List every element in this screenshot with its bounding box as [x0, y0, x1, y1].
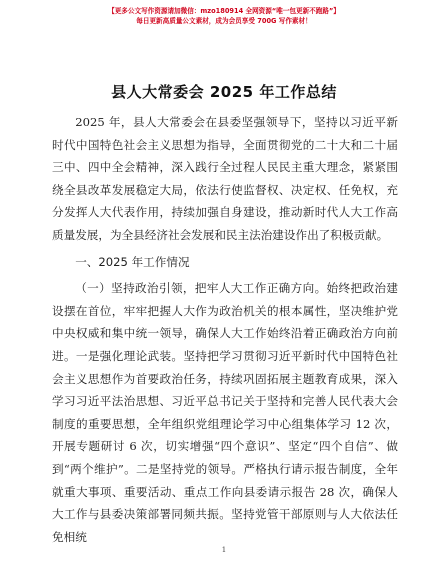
document-body — [52, 111, 398, 548]
intro-paragraph: 2025 年，县人大常委会在县委坚强领导下，坚持以习近平新时代中国特色社会主义思想为指导，全面贯彻党的二十大和二十届三中、四中全会精神，深入践行全过程人民民主重大理念，紧紧围绕全县改革发展稳定大局，依法行使监督权、决定权、任免权，充分发挥人大代表作用，持续加强自身建设，推动新时代人大工作高质量发展，为全县经济社会发展和民主法治建设作出了积极贡献。 — [52, 115, 398, 242]
promo-banner-line-1: 【更多公文写作资源请加微信：mzo180914 全网资源“唯一包更新不跑路”】 — [108, 7, 340, 15]
section-heading: 一、2025 年工作情况 — [75, 254, 190, 269]
document-title: 县人大常委会 2025 年工作总结 — [111, 83, 337, 101]
page-number: 1 — [221, 546, 227, 554]
promo-banner — [0, 6, 448, 26]
section-paragraph: （一）坚持政治引领，把牢人大工作正确方向。始终把政治建设摆在首位，牢牢把握人大作为政治机关的根本属性，坚决维护党中央权威和集中统一领导，确保人大工作始终沿着正确政治方向前进。一是强化理论武装。坚持把学习贯彻习近平新时代中国特色社会主义思想作为首要政治任务，持续巩固拓展主题教育成果，深入学习习近平法治思想、习近平总书记关于坚持和完善人民代表大会制度的重要思想，全年组织党组理论学习中心组集体学习 12 次，开展专题研讨 6 次，切实增强“四个意识”、坚定“四个自信”、做到“两个维护”。二是坚持党的领导。严格执行请示报告制度，全年就重大事项、重要活动、重点工作向县委请示报告 28 次，确保人大工作与县委决策部署同频共振。坚持党管干部原则与人大依法任免相统 — [52, 281, 398, 544]
promo-banner-line-2: 每日更新高质量公文素材，成为会员享受 700G 写作素材！ — [136, 17, 312, 25]
